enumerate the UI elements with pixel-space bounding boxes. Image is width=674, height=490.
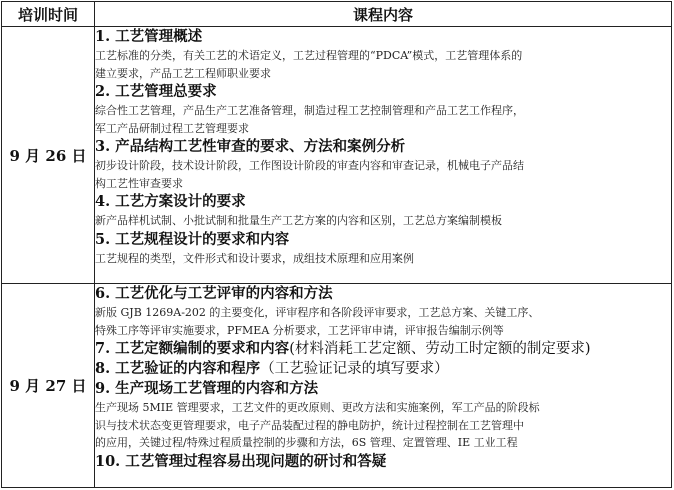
description-line: 初步设计阶段，技术设计阶段，工作图设计阶段的审查内容和审查记录，机械电子产品结: [95, 159, 524, 172]
day2-content: [95, 284, 672, 488]
description-line: 构工艺性审查要求: [95, 176, 183, 190]
topic-description: [95, 212, 671, 230]
topic-title: [95, 192, 671, 212]
description-line: 建立要求，产品工艺工程师职业要求: [95, 66, 271, 80]
description-line: 生产现场 5MIE 管理要求，工艺文件的更改原则、更改方法和实施案例，军工产品的阶段标: [95, 401, 540, 414]
topic-description: [95, 304, 671, 339]
topic-title: [95, 137, 671, 157]
description-line: 工艺规程的类型，文件形式和设计要求，成组技术原理和应用案例: [95, 251, 414, 265]
header-row: [2, 2, 672, 27]
topic-title: [95, 284, 671, 304]
topic-note: （工艺验证记录的填写要求）: [260, 361, 449, 377]
topic-title: [95, 359, 671, 379]
description-line: 的应用，关键过程/特殊过程质量控制的步骤和方法，6S 管理、定置管理、IE 工业工程: [95, 436, 518, 449]
topic-title-text: 5. 工艺规程设计的要求和内容: [95, 230, 290, 248]
header-course-content: 课程内容: [95, 2, 672, 27]
description-line: 军工产品研制过程工艺管理要求: [95, 121, 249, 135]
topic-title: [95, 379, 671, 399]
topic-title: [95, 452, 671, 472]
topic-description: [95, 250, 671, 268]
topic-title-text: 3. 产品结构工艺性审查的要求、方法和案例分析: [95, 138, 406, 155]
description-line: 工艺标准的分类，有关工艺的术语定义，工艺过程管理的“PDCA”模式，工艺管理体系的: [95, 49, 523, 62]
topic-title: [95, 339, 671, 359]
topic-title-text: 1. 工艺管理概述: [95, 28, 203, 45]
day1-content: [95, 27, 672, 284]
day1-row: [2, 27, 672, 284]
training-schedule-table: [1, 1, 672, 488]
topic-title: [95, 27, 671, 47]
topic-title-text: 10. 工艺管理过程容易出现问题的研讨和答疑: [95, 452, 387, 470]
topic-title-text: 6. 工艺优化与工艺评审的内容和方法: [95, 285, 333, 302]
header-training-time: 培训时间: [2, 2, 95, 27]
day1-date: 9 月 26 日: [2, 27, 95, 284]
description-line: 新版 GJB 1269A-202 的主要变化，评审程序和各阶段评审要求，工艺总方案、关键工序、: [95, 306, 540, 319]
topic-title: [95, 82, 671, 102]
topic-title-text: 4. 工艺方案设计的要求: [95, 193, 246, 210]
description-line: 新产品样机试制、小批试制和批量生产工艺方案的内容和区别，工艺总方案编制模板: [95, 214, 502, 227]
topic-title-text: 9. 生产现场工艺管理的内容和方法: [95, 380, 319, 397]
description-line: 特殊工序等评审实施要求，PFMEA 分析要求，工艺评审申请，评审报告编制示例等: [95, 323, 504, 337]
topic-note: (材料消耗工艺定额、劳动工时定额的制定要求): [289, 341, 591, 357]
description-line: 综合性工艺管理，产品生产工艺准备管理，制造过程工艺控制管理和产品工艺工作程序，: [95, 104, 524, 117]
topic-title: [95, 230, 671, 250]
topic-description: [95, 157, 671, 192]
day2-row: [2, 284, 672, 488]
topic-description: [95, 47, 671, 82]
topic-title-text: 2. 工艺管理总要求: [95, 83, 217, 100]
topic-title-text: 7. 工艺定额编制的要求和内容: [95, 340, 290, 357]
description-line: 识与技术状态变更管理要求，电子产品装配过程的静电防护，统计过程控制在工艺管理中: [95, 418, 524, 432]
day2-date: 9 月 27 日: [2, 284, 95, 488]
topic-title-text: 8. 工艺验证的内容和程序: [95, 360, 261, 377]
topic-description: [95, 102, 671, 137]
topic-description: [95, 399, 671, 452]
